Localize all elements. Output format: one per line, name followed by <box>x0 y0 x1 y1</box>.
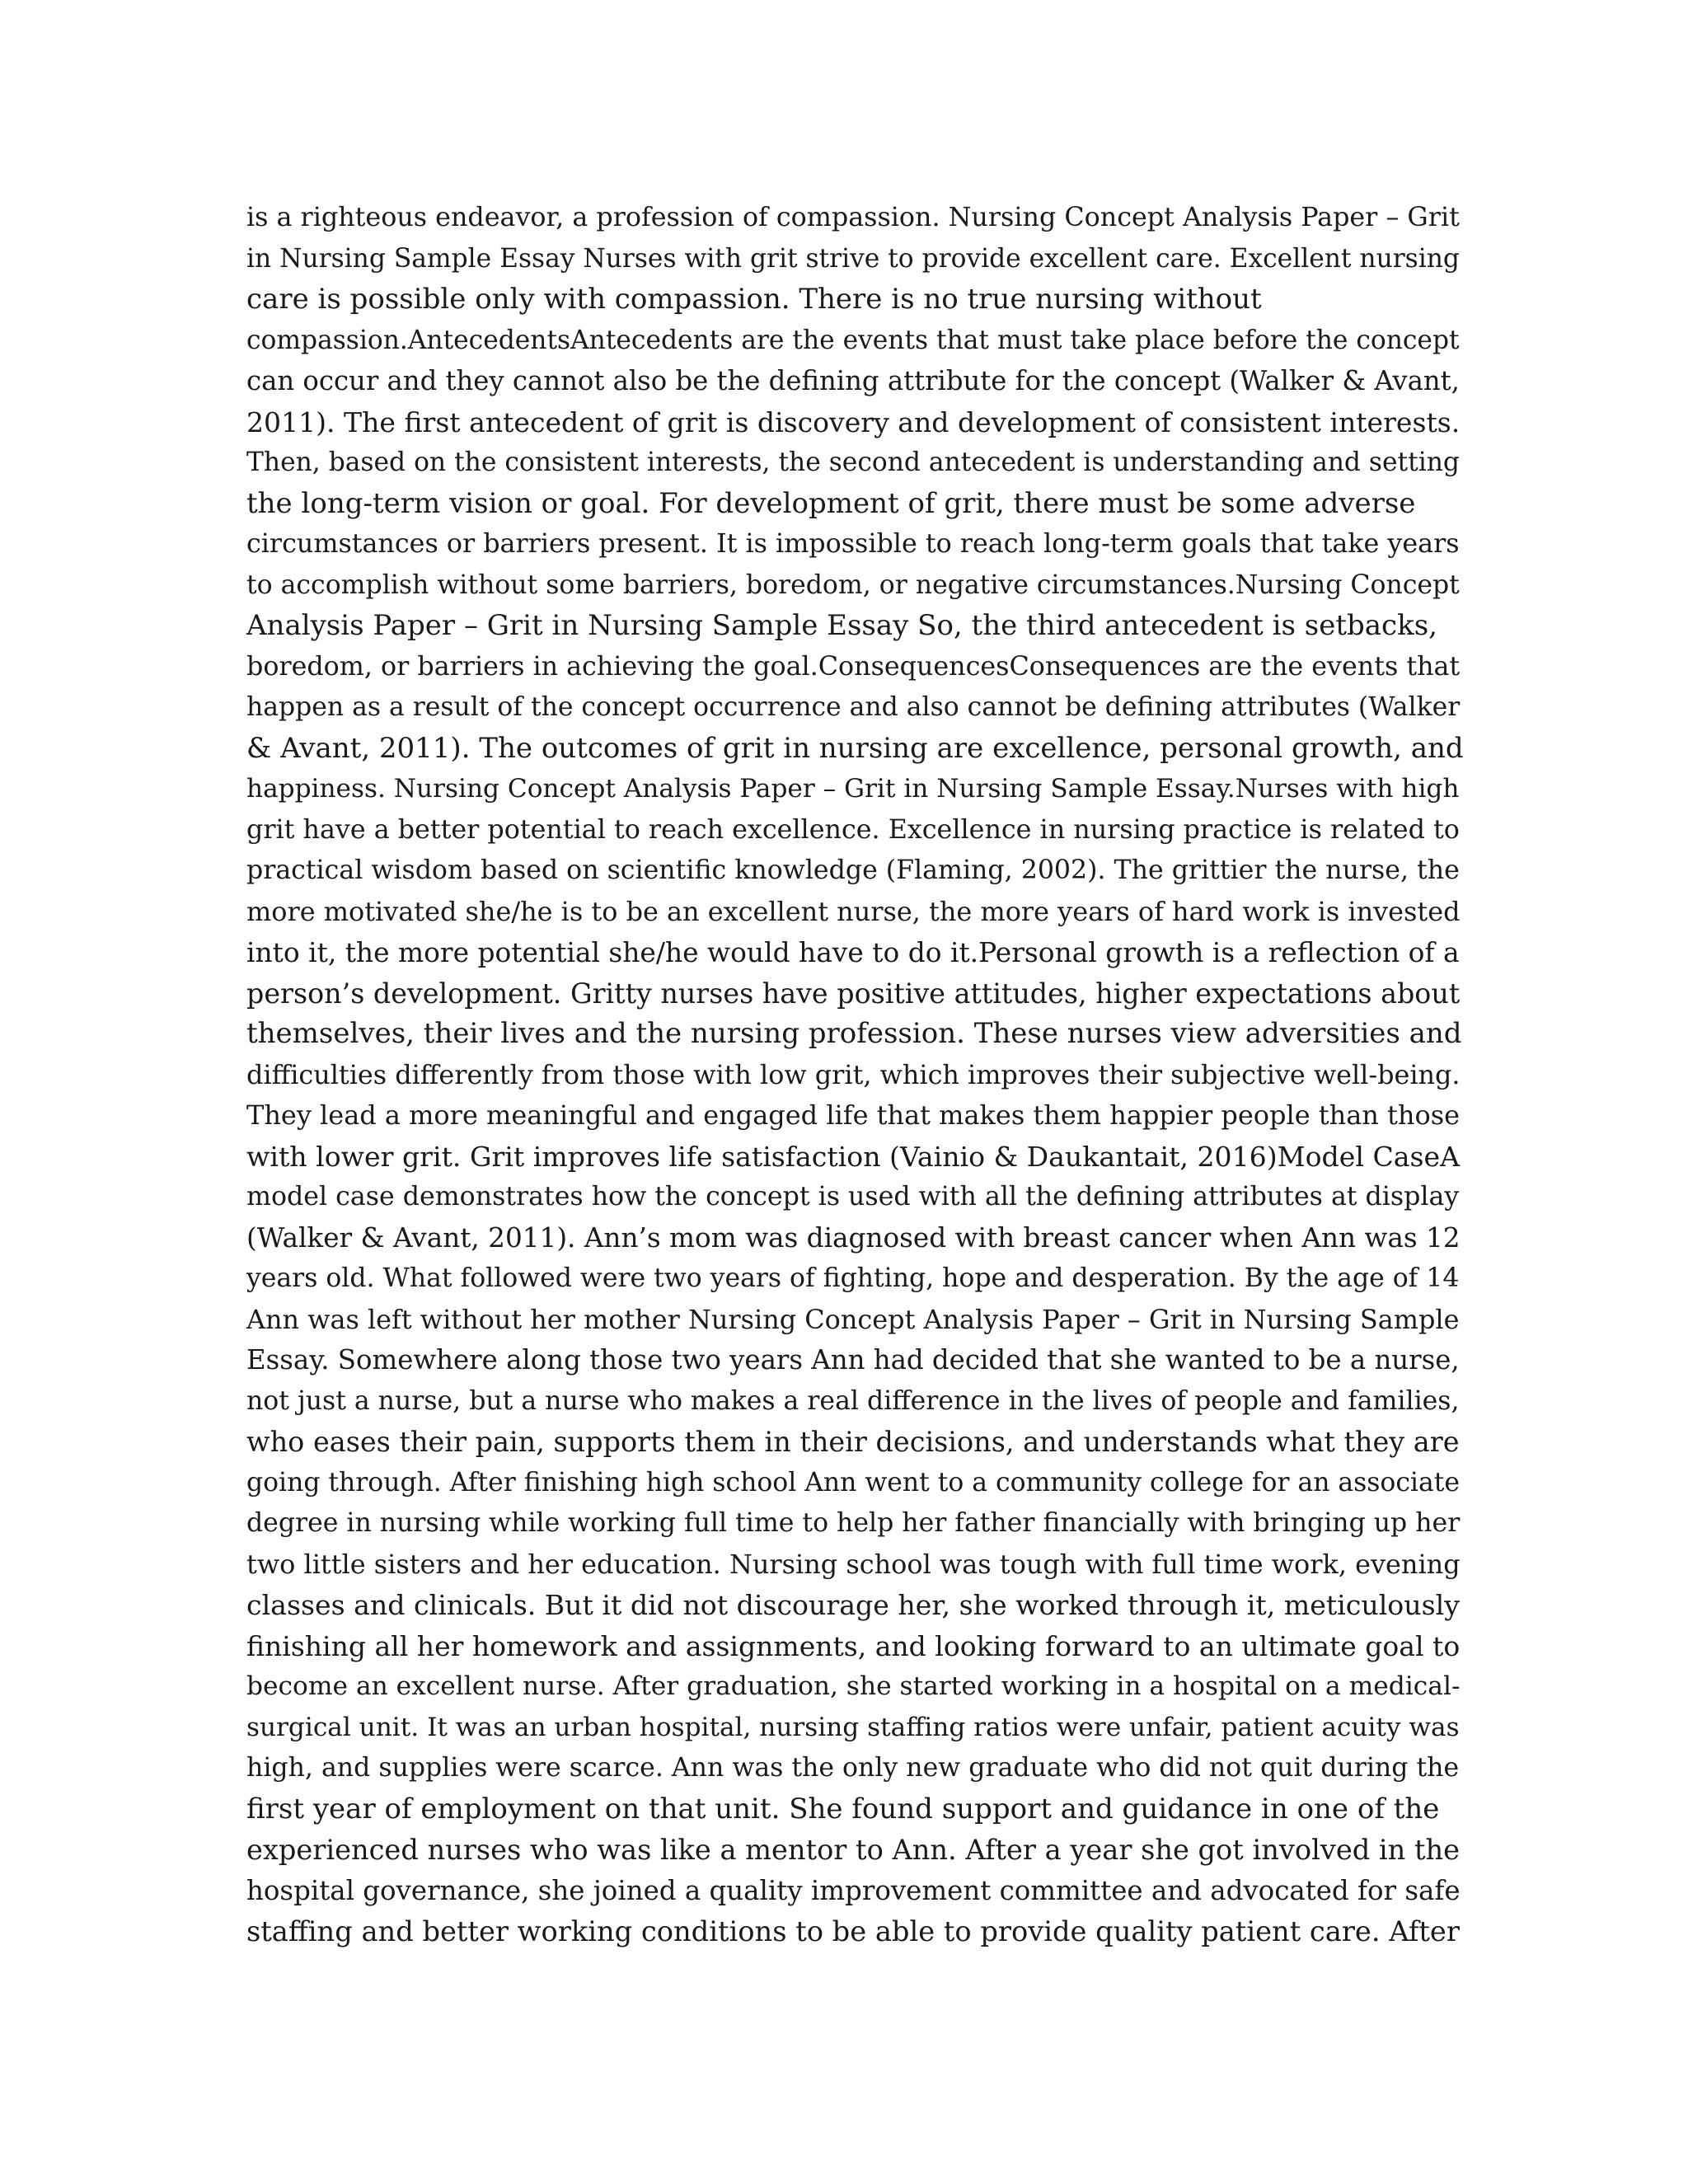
text-line: Then, based on the consistent interests, the second antecedent is understanding and setting <box>246 448 1460 477</box>
text-line: more motivated she/he is to be an excellent nurse, the more years of hard work is invested <box>246 895 1461 927</box>
text-line: Ann was left without her mother Nursing Concept Analysis Paper – Grit in Nursing Sample <box>246 1303 1460 1335</box>
text-line: care is possible only with compassion. There is no true nursing without <box>246 283 1262 316</box>
text-line: person’s development. Gritty nurses have positive attitudes, higher expectations about <box>246 977 1461 1010</box>
text-line: to accomplish without some barriers, boredom, or negative circumstances.Nursing Concept <box>246 569 1460 600</box>
text-line: surgical unit. It was an urban hospital, nursing staffing ratios were unfair, patient acuity was <box>246 1712 1460 1742</box>
text-line: finishing all her homework and assignments, and looking forward to an ultimate goal to <box>246 1629 1461 1662</box>
text-line: themselves, their lives and the nursing profession. These nurses view adversities and <box>246 1017 1462 1050</box>
text-line: 2011). The first antecedent of grit is discovery and development of consistent interests. <box>246 405 1461 438</box>
text-line: first year of employment on that unit. She found support and guidance in one of the <box>246 1792 1440 1825</box>
text-line: happen as a result of the concept occurrence and also cannot be defining attributes (Walker <box>246 692 1461 722</box>
text-line: is a righteous endeavor, a profession of compassion. Nursing Concept Analysis Paper – Grit <box>246 203 1460 232</box>
text-line: experienced nurses who was like a mentor to Ann. After a year she got involved in the <box>246 1834 1461 1866</box>
text-line: hospital governance, she joined a quality improvement committee and advocated for safe <box>246 1874 1461 1906</box>
text-line: happiness. Nursing Concept Analysis Paper – Grit in Nursing Sample Essay.Nurses with high <box>246 774 1460 804</box>
text-line: Essay. Somewhere along those two years Ann had decided that she wanted to be a nurse, <box>246 1344 1460 1376</box>
text-line: in Nursing Sample Essay Nurses with grit strive to provide excellent care. Excellent nursing <box>246 243 1460 274</box>
text-line: They lead a more meaningful and engaged life that makes them happier people than those <box>246 1099 1461 1131</box>
text-line: circumstances or barriers present. It is impossible to reach long-term goals that take years <box>246 529 1460 559</box>
text-line: the long-term vision or goal. For development of grit, there must be some adverse <box>246 486 1416 520</box>
text-line: not just a nurse, but a nurse who makes a real difference in the lives of people and families, <box>246 1385 1460 1416</box>
text-line: Analysis Paper – Grit in Nursing Sample Essay So, the third antecedent is setbacks, <box>246 609 1437 642</box>
text-line: into it, the more potential she/he would have to do it.Personal growth is a reflection of a <box>246 936 1460 968</box>
text-line: boredom, or barriers in achieving the goal.ConsequencesConsequences are the events that <box>246 651 1461 682</box>
text-line: compassion.AntecedentsAntecedents are the events that must take place before the concept <box>246 325 1460 355</box>
text-line: who eases their pain, supports them in their decisions, and understands what they are <box>246 1426 1460 1458</box>
text-line: (Walker & Avant, 2011). Ann’s mom was diagnosed with breast cancer when Ann was 12 <box>246 1221 1461 1254</box>
text-line: difficulties differently from those with low grit, which improves their subjective well-being. <box>246 1058 1461 1090</box>
text-line: years old. What followed were two years of fighting, hope and desperation. By the age of 14 <box>246 1263 1460 1293</box>
text-line: classes and clinicals. But it did not discourage her, she worked through it, meticulously <box>246 1589 1460 1621</box>
text-line: degree in nursing while working full time to help her father financially with bringing up her <box>246 1508 1461 1538</box>
text-line: practical wisdom based on scientific knowledge (Flaming, 2002). The grittier the nurse, the <box>246 855 1460 885</box>
text-line: staffing and better working conditions to be able to provide quality patient care. After <box>246 1915 1460 1947</box>
text-line: & Avant, 2011). The outcomes of grit in nursing are excellence, personal growth, and <box>246 731 1464 765</box>
text-line: going through. After finishing high school Ann went to a community college for an associate <box>246 1467 1460 1497</box>
text-line: model case demonstrates how the concept is used with all the defining attributes at display <box>246 1182 1460 1212</box>
text-line: high, and supplies were scarce. Ann was the only new graduate who did not quit during the <box>246 1753 1460 1783</box>
body-text <box>246 198 1466 1952</box>
text-line: with lower grit. Grit improves life satisfaction (Vainio & Daukantait, 2016)Model CaseA <box>246 1140 1461 1173</box>
text-line: can occur and they cannot also be the defining attribute for the concept (Walker & Avant, <box>246 365 1460 396</box>
text-line: become an excellent nurse. After graduation, she started working in a hospital on a medical- <box>246 1671 1461 1701</box>
text-line: grit have a better potential to reach excellence. Excellence in nursing practice is related to <box>246 814 1460 845</box>
text-line: two little sisters and her education. Nursing school was tough with full time work, evening <box>246 1548 1461 1580</box>
